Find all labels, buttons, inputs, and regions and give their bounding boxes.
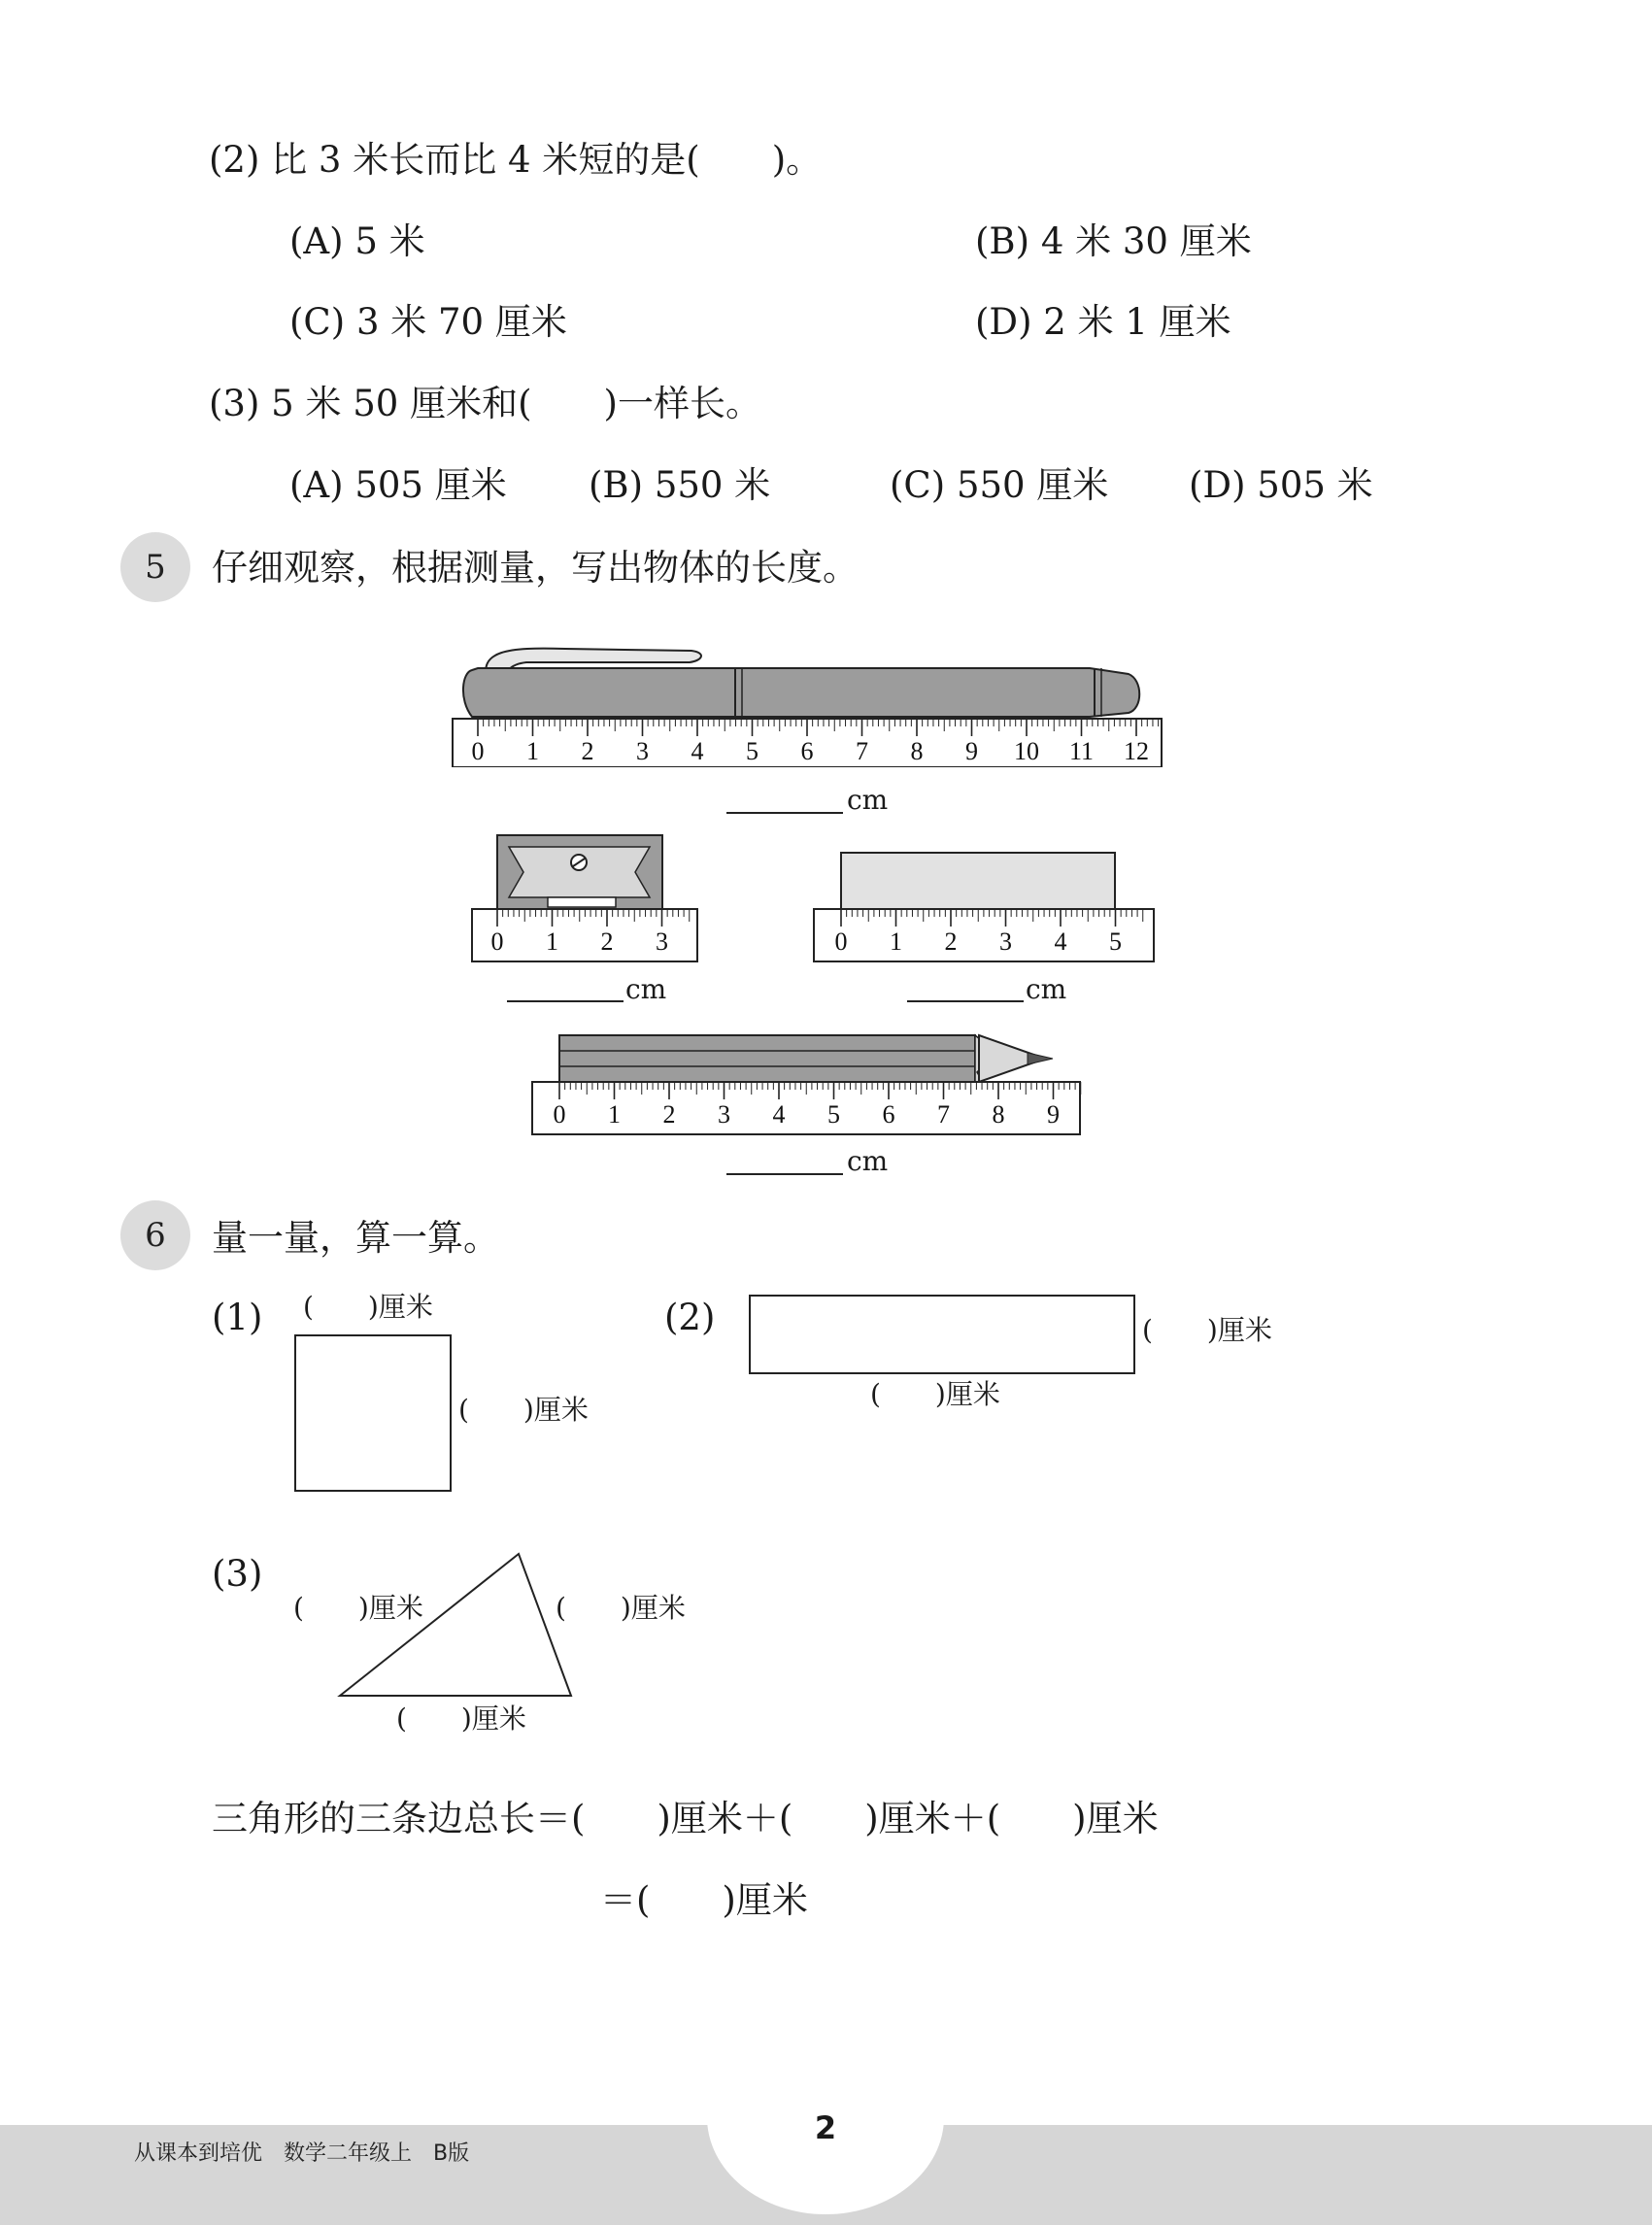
sharpener-on-ruler: [470, 833, 703, 963]
sharpener-ruler-tick-label: 0: [490, 927, 504, 956]
q4-3-option-a: (A) 505 厘米: [289, 464, 507, 506]
pen-ruler-tick-label: 1: [526, 737, 539, 765]
pencil-ruler-tick-label: 7: [937, 1100, 950, 1129]
pencil-ruler-tick-label: 9: [1047, 1100, 1060, 1129]
pen-ruler-tick-label: 0: [471, 737, 485, 765]
pen-ruler-tick-label: 10: [1014, 737, 1039, 765]
eraser-body: [841, 853, 1115, 909]
pen-ruler-tick-label: 8: [910, 737, 924, 765]
pen-ruler-tick-label: 4: [691, 737, 704, 765]
q6-sub2-label: (2): [664, 1297, 716, 1338]
q4-2-option-a: (A) 5 米: [289, 220, 425, 262]
eraser-ruler-tick-label: 0: [834, 927, 848, 956]
q6-title: 量一量，算一算。: [212, 1217, 499, 1259]
q4-3-option-b: (B) 550 米: [589, 464, 771, 506]
footer-book-title: 从课本到培优 数学二年级上 B版: [134, 2141, 470, 2166]
q4-3-option-c: (C) 550 厘米: [890, 464, 1109, 506]
rectangle-right-side-label: ( )厘米: [1142, 1314, 1272, 1346]
pen-ruler-tick-label: 11: [1068, 737, 1095, 765]
pencil-length-unit: cm: [847, 1145, 889, 1177]
q4-3-stem: (3) 5 米 50 厘米和( )一样长。: [209, 383, 761, 424]
triangle-sum-line1: 三角形的三条边总长＝( )厘米＋( )厘米＋( )厘米: [212, 1798, 1159, 1839]
pen-ruler-tick-label: 5: [746, 737, 759, 765]
triangle-left-side-label: ( )厘米: [293, 1592, 423, 1624]
rectangle-bottom-side-label: ( )厘米: [870, 1378, 1000, 1410]
triangle-bottom-side-label: ( )厘米: [396, 1702, 526, 1735]
pen-length-blank: [726, 812, 843, 814]
pencil-ruler-tick-label: 3: [718, 1100, 730, 1129]
q6-sub3-label: (3): [212, 1553, 263, 1595]
pencil-ruler-tick-label: 5: [827, 1100, 840, 1129]
q5-number-badge: 5: [120, 532, 190, 602]
pen-ruler-tick-label: 12: [1124, 737, 1149, 765]
eraser-length-blank: [907, 1000, 1024, 1002]
pen-ruler-tick-label: 9: [965, 737, 978, 765]
pencil-ruler-tick-label: 0: [553, 1100, 566, 1129]
q4-2-option-b: (B) 4 米 30 厘米: [975, 220, 1252, 262]
pencil-ruler-tick-label: 1: [608, 1100, 621, 1129]
triangle-shape: [330, 1546, 583, 1702]
rectangle-shape: [749, 1295, 1135, 1374]
page-number: 2: [814, 2109, 837, 2146]
eraser-ruler-tick-label: 1: [890, 927, 902, 956]
q4-3-option-d: (D) 505 米: [1189, 464, 1373, 506]
q4-2-option-c: (C) 3 米 70 厘米: [289, 301, 567, 343]
q6-number-badge: 6: [120, 1200, 190, 1270]
pen-ruler-tick-label: 6: [800, 737, 814, 765]
sharpener-length-unit: cm: [625, 973, 667, 1005]
pen-ruler-tick-label: 2: [581, 737, 594, 765]
pen-ruler-tick-label: 3: [636, 737, 649, 765]
eraser-length-unit: cm: [1026, 973, 1067, 1005]
square-shape: [294, 1334, 452, 1492]
pen-on-ruler: [449, 641, 1167, 767]
pencil-ruler-tick-label: 4: [772, 1100, 786, 1129]
pencil-body: [559, 1035, 975, 1082]
eraser-ruler-tick-label: 3: [999, 927, 1012, 956]
pencil-ruler-tick-label: 2: [662, 1100, 676, 1129]
eraser-ruler-tick-label: 4: [1054, 927, 1067, 956]
pen-body: [463, 668, 1139, 717]
pen-length-unit: cm: [847, 784, 889, 816]
q4-2-stem: (2) 比 3 米长而比 4 米短的是( )。: [209, 139, 823, 181]
q4-2-option-d: (D) 2 米 1 厘米: [975, 301, 1231, 343]
sharpener-ruler-tick-label: 3: [656, 927, 668, 956]
triangle-right-side-label: ( )厘米: [556, 1592, 686, 1624]
square-top-side-label: ( )厘米: [303, 1291, 433, 1323]
eraser-ruler: [814, 909, 1154, 961]
eraser-ruler-tick-label: 5: [1109, 927, 1122, 956]
eraser-on-ruler: [812, 849, 1158, 963]
sharpener-ruler-tick-label: 2: [600, 927, 614, 956]
square-right-side-label: ( )厘米: [458, 1394, 589, 1426]
q6-sub1-label: (1): [212, 1297, 263, 1338]
sharpener-length-blank: [507, 1000, 624, 1002]
pencil-ruler-tick-label: 8: [992, 1100, 1005, 1129]
eraser-ruler-tick-label: 2: [944, 927, 958, 956]
triangle-sum-line2: ＝( )厘米: [600, 1879, 808, 1921]
pencil-ruler-tick-label: 6: [882, 1100, 895, 1129]
pen-ruler-tick-label: 7: [856, 737, 868, 765]
pencil-length-blank: [726, 1173, 843, 1175]
q5-title: 仔细观察，根据测量，写出物体的长度。: [212, 547, 859, 589]
sharpener-ruler-tick-label: 1: [546, 927, 558, 956]
pencil-on-ruler: [530, 1029, 1084, 1136]
